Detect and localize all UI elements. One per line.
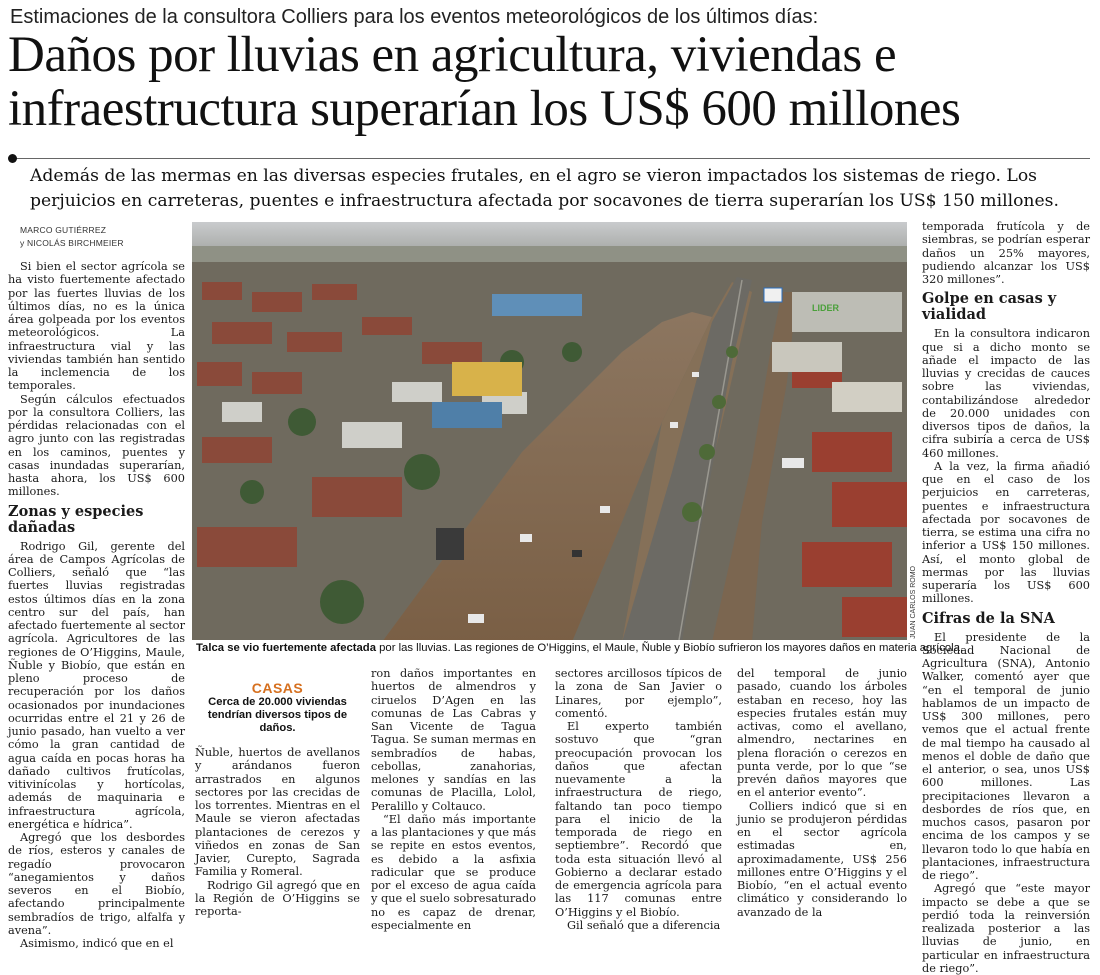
flood-photo-illustration (192, 222, 907, 640)
column-4-paragraph-1: sectores arcillosos típicos de la zona de San Javier o Linares, por ejemplo”, comentó. (555, 667, 722, 720)
article-column-6 (922, 220, 1090, 975)
column-1-paragraph-1: Si bien el sector agrícola se ha visto fuertemente afectado por las fuertes lluvias de los últimos días, no es la única área golpeada por los eventos meteorológicos. La infraestructura vial y las viviendas también han sentido la inclemencia de los temporales. (8, 260, 185, 393)
column-1-paragraph-3: Rodrigo Gil, gerente del área de Campos Agrícolas de Colliers, señaló que “las fuertes lluvias registradas estos últimos días en la zona centro sur del país, han afectado fuertemente al sector agrícola. Agricultores de las regiones de O’Higgins, Maule, Ñuble y Biobío, que están en pleno proceso de recuperación por los daños ocasionados por inundaciones ocurridas entre el 21 y 26 de junio pasado, han vuelto a ver cómo la gran cantidad de agua caída en pocas horas ha dañado cultivos frutícolas, vitivinícolas y hortícolas, además de maquinaria e infraestructura agrícola, energética e hídrica”. (8, 539, 185, 831)
article-column-5 (737, 667, 907, 919)
article-headline (8, 28, 1098, 136)
column-6-paragraph-top: temporada frutícola y de siembras, se podrían esperar daños un 25% mayores, pudiendo alcanzar los US$ 320 millones”. (922, 220, 1090, 286)
headline-line-1: Daños por lluvias en agricultura, viviendas e (8, 27, 897, 83)
column-6-paragraph-2: A la vez, la firma añadió que en el caso de los perjuicios en carreteras, puentes e infraestructura afectada por socavones de tierra, se estima una cifra no inferior a US$ 150 millones. Así, el monto global de mermas por las lluvias superaría los US$ 600 millones. (922, 459, 1090, 606)
column-5-paragraph-2: Colliers indicó que si en junio se produjeron pérdidas en el sector agrícola estimadas en, aproximadamente, US$ 256 millones entre O’Higgins y el Biobío, “en el actual evento climático y considerando lo avanzado de la (737, 799, 907, 919)
section-heading-golpe: Golpe en casas y vialidad (922, 290, 1057, 324)
article-column-4 (555, 667, 722, 932)
column-6-paragraph-4: Agregó que “este mayor impacto se debe a que se perdió toda la reinversión realizada posterior a las lluvias de junio, en particular en infraestructura de riego”. (922, 882, 1090, 975)
column-6-paragraph-3: El presidente de la Sociedad Nacional de Agricultura (SNA), Antonio Walker, comentó ayer que “en el temporal de junio hablamos de un impacto de US$ 300 millones, pero vemos que el actual frente de mal tiempo ha causado al menos el doble de daño que el anterior, o sea, unos US$ 600 millones. Las precipitaciones llevaron a desbordes de ríos que, en muchos casos, pasaron por encima de los campos y se llevaron todo lo que había en plantaciones, infraestructura de riego”. (922, 630, 1090, 882)
callout-subtitle: Cerca de 20.000 viviendas tendrían diversos tipos de daños. (207, 696, 348, 734)
section-heading-sna: Cifras de la SNA (922, 609, 1055, 627)
headline-line-2: infraestructura superarían los US$ 600 millones (8, 81, 961, 137)
column-2-paragraph-1: Ñuble, huertos de avellanos y arándanos fueron arrastrados en algunos sectores por las crecidas de los torrentes. Mientras en el Maule se vieron afectadas plantaciones de cerezos y viñedos en zonas de San Javier, Curepto, Sagrada Familia y Romeral. (195, 746, 360, 879)
callout-casas (195, 680, 360, 735)
article-column-3 (371, 667, 536, 932)
column-1-paragraph-2: Según cálculos efectuados por la consultora Colliers, las pérdidas relacionadas con el agro junto con las registradas en los caminos, puentes y casas inundadas superarían, hasta ahora, los US$ 600 millones. (8, 392, 185, 499)
headline-divider (10, 158, 1090, 159)
callout-title: CASAS (251, 680, 304, 696)
column-1-paragraph-4: Agregó que los desbordes de ríos, esteros y canales de regadío provocaron “anegamientos y daños severos en el Biobío, afectando principalmente sembradíos de trigo, alfalfa y avena”. (8, 831, 185, 937)
article-kicker: Estimaciones de la consultora Colliers para los eventos meteorológicos de los últimos días: (10, 6, 819, 28)
column-5-paragraph-1: del temporal de junio pasado, cuando los árboles estaban en receso, hoy las especies frutales están muy activas, como el avellano, almendro, nectarines en plena floración o cerezos en punta verde, por lo que “se prevén daños mayores que en el anterior evento”. (737, 667, 907, 800)
article-column-2 (195, 746, 360, 918)
byline-author-2: y NICOLÁS BIRCHMEIER (20, 238, 124, 248)
article-lead: Además de las mermas en las diversas especies frutales, en el agro se vieron impactados los sistemas de riego. Los perjuicios en carreteras, puentes e infraestructura afectada por socavones de tierra superarían los US$ 150 millones. (30, 166, 1059, 211)
photo-caption (196, 641, 964, 655)
column-2-paragraph-2: Rodrigo Gil agregó que en la Región de O’Higgins se reporta- (195, 878, 360, 918)
lead-bullet-icon (8, 154, 17, 163)
caption-text: por las lluvias. Las regiones de O’Higgins, el Maule, Ñuble y Biobío sufrieron los mayores daños en materia agrícola. (376, 642, 964, 654)
section-heading-zonas: Zonas y especies dañadas (8, 502, 144, 536)
column-6-paragraph-1: En la consultora indicaron que si a dicho monto se añade el impacto de las lluvias y crecidas de cauces sobre las viviendas, contabilizándose alrededor de 20.000 unidades con diversos tipos de daños, la cifra subiría a cerca de US$ 460 millones. (922, 327, 1090, 460)
byline-author-1: MARCO GUTIÉRREZ (20, 225, 107, 235)
column-3-paragraph-2: “El daño más importante a las plantaciones y que más se repite en estos eventos, es debido a la asfixia radicular que se produce por el exceso de agua caída y que el suelo sobresaturado no es capaz de drenar, especialmente en (371, 812, 536, 932)
caption-bold: Talca se vio fuertemente afectada (196, 642, 376, 654)
article-column-1 (8, 260, 185, 950)
byline (20, 224, 190, 250)
column-3-paragraph-1: ron daños importantes en huertos de almendros y ciruelos D’Agen en las comunas de Las Cabras y San Vicente de Tagua Tagua. Se suman mermas en sembradíos de habas, cebollas, zanahorias, melones y sandías en las comunas de Placilla, Lolol, Peralillo y Coltauco. (371, 667, 536, 813)
column-4-paragraph-3: Gil señaló que a diferencia (567, 918, 721, 932)
column-1-paragraph-5: Asimismo, indicó que en el (20, 937, 174, 950)
photo-credit: JUAN CARLOS ROMO (910, 566, 917, 639)
store-sign-text: LIDER (812, 303, 839, 313)
column-4-paragraph-2: El experto también sostuvo que “gran preocupación provocan los daños que afectan nuevamente a la infraestructura de riego, faltando tan poco tiempo para el inicio de la temporada de riego en septiembre”. Recordó que toda esta situación llevó al Gobierno a declarar estado de emergencia agrícola para las 117 comunas entre O’Higgins y el Biobío. (555, 720, 722, 919)
flood-aerial-photo (192, 222, 907, 640)
